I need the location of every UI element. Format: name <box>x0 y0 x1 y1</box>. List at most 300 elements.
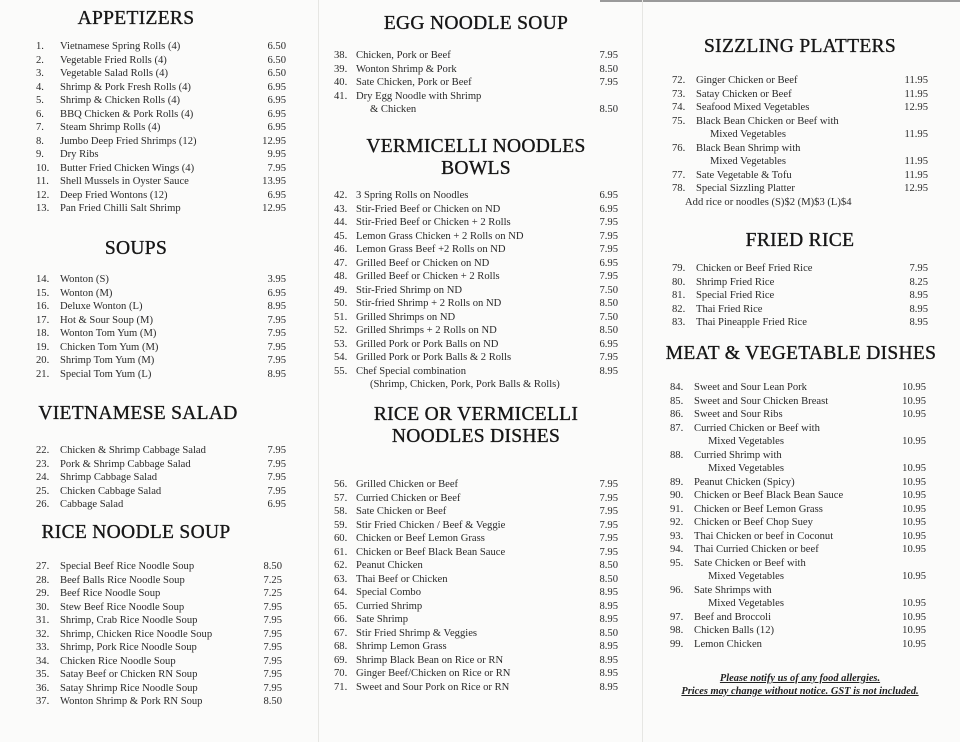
item-price: 9.95 <box>267 149 286 160</box>
menu-item <box>36 368 286 382</box>
item-list <box>36 40 286 216</box>
item-number: 17. <box>36 314 50 326</box>
item-price: 8.50 <box>599 573 618 585</box>
menu-item <box>36 162 286 176</box>
menu-item <box>334 640 618 654</box>
item-number: 25. <box>36 485 50 497</box>
item-number: 15. <box>36 287 50 299</box>
item-name: Thai Pineapple Fried Rice <box>696 317 807 328</box>
section-soups <box>36 238 286 380</box>
item-name: Shrimp, Pork Rice Noodle Soup <box>60 642 197 653</box>
item-name: Sweet and Sour Ribs <box>694 409 783 420</box>
menu-item <box>36 655 282 669</box>
item-number: 21. <box>36 368 50 380</box>
item-price: 10.95 <box>902 409 926 420</box>
item-name: Stew Beef Rice Noodle Soup <box>60 601 185 613</box>
item-number: 92. <box>670 517 684 528</box>
item-name: Shell Mussels in Oyster Sauce <box>60 176 189 187</box>
menu-item <box>36 682 282 696</box>
item-price: 11.95 <box>904 88 928 100</box>
item-name: Sate Shrimp <box>356 614 409 625</box>
item-name: Chicken, Pork or Beef <box>356 50 451 61</box>
item-name: Butter Fried Chicken Wings (4) <box>60 162 195 174</box>
item-price: 8.25 <box>909 276 928 288</box>
item-name: Sweet and Sour Lean Pork <box>694 382 807 393</box>
item-name: Black Bean Shrimp with <box>696 142 801 154</box>
item-number: 60. <box>334 533 348 544</box>
item-number: 49. <box>334 284 348 296</box>
item-name: Special Fried Rice <box>696 290 775 301</box>
item-price: 8.50 <box>599 104 618 115</box>
menu-item <box>36 81 286 95</box>
item-number: 52. <box>334 325 348 336</box>
item-price: 7.95 <box>599 519 618 531</box>
menu-item <box>36 444 286 458</box>
menu-item <box>36 601 282 615</box>
item-name: Mixed Vegetables <box>708 463 785 474</box>
item-name: Shrimp Tom Yum (M) <box>60 355 155 366</box>
item-price: 7.95 <box>599 271 618 282</box>
item-price: 8.50 <box>263 696 282 707</box>
item-name: Vegetable Salad Rolls (4) <box>60 68 168 79</box>
item-name: Lemon Grass Chicken + 2 Rolls on ND <box>356 230 524 242</box>
item-number: 57. <box>334 492 348 504</box>
menu-item <box>36 108 286 122</box>
menu-item-continuation <box>670 597 926 611</box>
item-number: 5. <box>36 95 44 106</box>
menu-item <box>334 505 618 519</box>
menu-item <box>670 530 926 544</box>
add-rice-note: Add rice or noodles (S)$2 (M)$3 (L)$4 <box>685 197 852 208</box>
item-name: Mixed Vegetables <box>708 598 785 609</box>
menu-item <box>36 67 286 81</box>
item-price: 6.50 <box>267 41 286 52</box>
item-name: BBQ Chicken & Pork Rolls (4) <box>60 108 194 120</box>
item-price: 7.95 <box>599 77 618 88</box>
item-list <box>36 273 286 381</box>
item-list <box>672 74 928 196</box>
item-name: Sate Chicken or Beef with <box>694 557 806 569</box>
item-number: 80. <box>672 276 686 288</box>
item-name: Sweet and Sour Chicken Breast <box>694 395 829 407</box>
item-name: Shrimp Fried Rice <box>696 276 775 288</box>
item-list <box>334 478 618 694</box>
item-price: 7.50 <box>599 311 618 323</box>
item-name: Sate Shrimps with <box>694 584 772 596</box>
item-number: 73. <box>672 88 686 100</box>
menu-item <box>334 586 618 600</box>
menu-item <box>672 88 928 102</box>
item-price: 8.95 <box>599 654 618 666</box>
section-title: EGG NOODLE SOUP <box>383 13 569 34</box>
item-name: Thai Chicken or beef in Coconut <box>694 530 834 542</box>
item-number: 89. <box>670 476 684 488</box>
item-price: 3.95 <box>267 274 286 285</box>
menu-item <box>36 135 286 149</box>
menu-column-1 <box>0 0 320 742</box>
item-name: Pan Fried Chilli Salt Shrimp <box>60 203 181 214</box>
menu-item <box>334 338 618 352</box>
item-number: 46. <box>334 244 348 255</box>
item-number: 4. <box>36 81 44 93</box>
item-price: 7.95 <box>267 485 286 497</box>
item-number: 62. <box>334 560 348 571</box>
item-number: 75. <box>672 115 686 127</box>
section-title: RICE OR VERMICELLI <box>373 404 579 425</box>
item-name: Deep Fried Wontons (12) <box>60 189 168 201</box>
menu-item <box>36 458 286 472</box>
menu-item <box>36 327 286 341</box>
item-price: 7.95 <box>599 479 618 490</box>
item-name: Stir-fried Shrimp + 2 Rolls on ND <box>356 298 502 309</box>
menu-item <box>334 76 618 90</box>
item-name: Mixed Vegetables <box>710 156 787 167</box>
item-price: 7.95 <box>267 472 286 483</box>
item-name: Sate Vegetable & Tofu <box>696 169 792 181</box>
item-name: Beef and Broccoli <box>694 611 772 623</box>
item-name: Special Combo <box>356 587 422 598</box>
item-price: 10.95 <box>902 611 926 623</box>
section-egg-noodle-soup <box>334 13 618 115</box>
item-number: 99. <box>670 638 684 650</box>
menu-item <box>334 243 618 257</box>
item-name: Dry Ribs <box>60 149 99 160</box>
item-price: 10.95 <box>902 503 926 515</box>
menu-item <box>334 478 618 492</box>
item-number: 30. <box>36 601 50 613</box>
item-price: 6.95 <box>267 287 286 299</box>
item-name: Chicken or Beef Black Bean Sauce <box>356 546 506 558</box>
item-price: 12.95 <box>262 203 286 214</box>
item-name: Steam Shrimp Rolls (4) <box>60 122 161 133</box>
item-name: Pork & Shrimp Cabbage Salad <box>60 458 191 470</box>
item-price: 11.95 <box>904 156 928 167</box>
item-name: Satay Chicken or Beef <box>696 88 792 100</box>
item-name: Chicken or Beef Fried Rice <box>696 263 813 274</box>
item-price: 7.95 <box>599 352 618 363</box>
item-name: Stir Fried Chicken / Beef & Veggie <box>356 519 506 531</box>
section-title: SIZZLING PLATTERS <box>704 36 896 57</box>
item-name: Curried Shrimp <box>356 600 423 612</box>
menu-item <box>36 614 282 628</box>
item-number: 85. <box>670 395 684 407</box>
item-price: 8.95 <box>599 681 618 693</box>
menu-item <box>334 203 618 217</box>
item-list <box>334 189 618 392</box>
item-name: Deluxe Wonton (L) <box>60 301 143 312</box>
item-price: 7.95 <box>267 162 286 174</box>
item-name: Wonton (S) <box>60 274 109 285</box>
item-price: 7.95 <box>599 50 618 61</box>
item-name: Dry Egg Noodle with Shrimp <box>356 90 482 102</box>
item-name: Ginger Beef/Chicken on Rice or RN <box>356 668 511 679</box>
menu-item <box>36 273 286 287</box>
item-price: 7.50 <box>599 284 618 296</box>
item-price: 7.95 <box>263 601 282 613</box>
item-price: 10.95 <box>902 530 926 542</box>
item-name: Sate Chicken or Beef <box>356 506 447 517</box>
section-fried-rice <box>672 230 928 328</box>
menu-item <box>334 284 618 298</box>
item-number: 41. <box>334 90 348 102</box>
section-vietnamese-salad <box>36 403 286 510</box>
item-price: 7.95 <box>263 642 282 653</box>
item-price: 7.25 <box>263 574 282 586</box>
item-price: 8.95 <box>599 600 618 612</box>
menu-item <box>334 63 618 77</box>
menu-item <box>36 695 282 709</box>
item-number: 66. <box>334 614 348 625</box>
item-number: 6. <box>36 108 44 120</box>
section-title: MEAT & VEGETABLE DISHES <box>665 343 937 364</box>
item-name: Grilled Pork or Pork Balls on ND <box>356 338 499 350</box>
item-name: Chicken Tom Yum (M) <box>60 341 159 353</box>
menu-item <box>334 49 618 63</box>
item-name: Hot & Sour Soup (M) <box>60 314 153 326</box>
menu-item <box>36 668 282 682</box>
item-price: 12.95 <box>904 183 928 194</box>
menu-item <box>36 587 282 601</box>
menu-item <box>672 316 928 330</box>
menu-item-continuation <box>672 155 928 169</box>
item-list <box>670 381 926 651</box>
item-price: 6.95 <box>267 108 286 120</box>
item-number: 51. <box>334 311 348 323</box>
item-price: 8.95 <box>267 301 286 312</box>
item-number: 70. <box>334 668 348 679</box>
menu-item <box>672 74 928 88</box>
menu-item <box>36 121 286 135</box>
item-price: 6.50 <box>267 68 286 79</box>
menu-item <box>36 560 282 574</box>
item-number: 84. <box>670 382 684 393</box>
menu-item <box>670 584 926 598</box>
item-number: 20. <box>36 355 50 366</box>
item-name: Shrimp, Crab Rice Noodle Soup <box>60 615 198 626</box>
menu-item <box>334 270 618 284</box>
menu-item-continuation <box>334 378 618 392</box>
item-price: 6.95 <box>267 81 286 93</box>
item-number: 54. <box>334 352 348 363</box>
menu-item <box>36 628 282 642</box>
item-number: 56. <box>334 479 348 490</box>
menu-item-continuation <box>334 103 618 117</box>
item-name: Vietnamese Spring Rolls (4) <box>60 41 181 52</box>
item-price: 13.95 <box>262 176 286 187</box>
item-price: 7.95 <box>909 263 928 274</box>
menu-item-continuation <box>670 462 926 476</box>
section-sizzling-platters <box>672 36 928 208</box>
item-price: 10.95 <box>902 571 926 582</box>
item-name: Special Beef Rice Noodle Soup <box>60 561 195 572</box>
allergy-notice <box>660 673 940 698</box>
item-price: 6.95 <box>599 203 618 215</box>
item-number: 27. <box>36 561 50 572</box>
menu-item <box>672 276 928 290</box>
item-price: 8.50 <box>263 561 282 572</box>
item-name: Thai Fried Rice <box>696 303 763 315</box>
item-number: 69. <box>334 654 348 666</box>
item-price: 7.95 <box>263 669 282 680</box>
menu-item <box>334 297 618 311</box>
item-price: 10.95 <box>902 598 926 609</box>
item-list <box>334 49 618 117</box>
menu-item <box>334 600 618 614</box>
item-number: 45. <box>334 230 348 242</box>
item-price: 7.95 <box>267 328 286 339</box>
item-number: 22. <box>36 445 50 456</box>
menu-item <box>334 90 618 104</box>
item-name: Wonton (M) <box>60 287 113 299</box>
item-name: Mixed Vegetables <box>708 571 785 582</box>
section-appetizers <box>36 8 286 214</box>
item-price: 8.95 <box>909 317 928 328</box>
item-price: 11.95 <box>904 129 928 140</box>
item-number: 18. <box>36 328 50 339</box>
item-name: Stir-Fried Beef or Chicken + 2 Rolls <box>356 217 511 228</box>
item-name: Chicken Balls (12) <box>694 625 775 636</box>
item-number: 32. <box>36 628 50 640</box>
item-number: 35. <box>36 669 50 680</box>
section-rice-noodle-soup <box>36 522 282 707</box>
item-name: Curried Shrimp with <box>694 449 782 461</box>
item-number: 91. <box>670 503 684 515</box>
menu-item <box>36 300 286 314</box>
section-title: VERMICELLI NOODLES <box>366 136 586 157</box>
item-price: 8.95 <box>909 303 928 315</box>
item-list <box>36 560 282 709</box>
item-name: Lemon Grass Beef +2 Rolls on ND <box>356 244 506 255</box>
item-number: 38. <box>334 50 348 61</box>
item-price: 10.95 <box>902 544 926 555</box>
item-name: Chicken & Shrimp Cabbage Salad <box>60 445 206 456</box>
item-number: 65. <box>334 600 348 612</box>
menu-item <box>334 573 618 587</box>
menu-column-2 <box>320 0 640 742</box>
menu-item <box>36 485 286 499</box>
item-number: 61. <box>334 546 348 558</box>
item-number: 34. <box>36 655 50 667</box>
item-name: Special Tom Yum (L) <box>60 368 152 380</box>
item-price: 12.95 <box>262 135 286 147</box>
item-number: 29. <box>36 588 50 599</box>
item-number: 14. <box>36 274 50 285</box>
menu-item <box>672 101 928 115</box>
item-number: 36. <box>36 682 50 694</box>
item-number: 72. <box>672 75 686 86</box>
item-number: 59. <box>334 519 348 531</box>
item-price: 10.95 <box>902 490 926 501</box>
menu-item <box>36 498 286 512</box>
item-price: 6.95 <box>267 499 286 510</box>
item-price: 6.50 <box>267 54 286 66</box>
item-name: Stir-Fried Beef or Chicken on ND <box>356 203 501 215</box>
menu-item <box>670 638 926 652</box>
item-name: Chicken Rice Noodle Soup <box>60 655 176 667</box>
menu-item <box>334 257 618 271</box>
item-price: 11.95 <box>904 169 928 181</box>
menu-item <box>36 641 282 655</box>
item-number: 2. <box>36 54 44 66</box>
item-name: Thai Beef or Chicken <box>356 573 448 585</box>
item-price: 7.95 <box>263 655 282 667</box>
menu-item <box>670 489 926 503</box>
item-price: 6.95 <box>267 189 286 201</box>
item-price: 7.95 <box>263 628 282 640</box>
item-name: Chicken or Beef Lemon Grass <box>694 503 823 515</box>
item-name: Mixed Vegetables <box>708 436 785 447</box>
item-name: Vegetable Fried Rolls (4) <box>60 54 167 66</box>
item-name: Peanut Chicken <box>356 560 423 571</box>
section-title-line2: NOODLES DISHES <box>391 426 561 447</box>
item-number: 43. <box>334 203 348 215</box>
item-price: 10.95 <box>902 463 926 474</box>
item-number: 76. <box>672 142 686 154</box>
item-name: Grilled Beef or Chicken + 2 Rolls <box>356 271 500 282</box>
item-name: Chicken or Beef Chop Suey <box>694 517 813 528</box>
menu-item <box>334 654 618 668</box>
item-number: 19. <box>36 341 50 353</box>
item-name: Shrimp, Chicken Rice Noodle Soup <box>60 628 213 640</box>
menu-item-continuation <box>670 435 926 449</box>
item-number: 11. <box>36 176 49 187</box>
item-number: 13. <box>36 203 50 214</box>
menu-item <box>334 189 618 203</box>
menu-item <box>670 381 926 395</box>
item-name: Curried Chicken or Beef with <box>694 422 820 434</box>
section-title: FRIED RICE <box>745 230 855 251</box>
item-name: Shrimp Black Bean on Rice or RN <box>356 654 504 666</box>
item-name: Peanut Chicken (Spicy) <box>694 476 795 488</box>
item-number: 95. <box>670 557 684 569</box>
item-number: 37. <box>36 696 50 707</box>
item-price: 7.95 <box>267 314 286 326</box>
item-number: 58. <box>334 506 348 517</box>
menu-item <box>36 189 286 203</box>
item-price: 8.50 <box>599 560 618 571</box>
item-name: Chicken Cabbage Salad <box>60 485 162 497</box>
item-name: Lemon Chicken <box>694 638 762 650</box>
item-number: 68. <box>334 641 348 652</box>
item-price: 7.95 <box>599 506 618 517</box>
item-price: 11.95 <box>904 75 928 86</box>
menu-item <box>670 503 926 517</box>
item-price: 8.95 <box>599 641 618 652</box>
menu-item <box>36 287 286 301</box>
menu-column-3 <box>640 0 960 742</box>
menu-item <box>672 182 928 196</box>
item-number: 44. <box>334 217 348 228</box>
section-title: RICE NOODLE SOUP <box>41 522 231 543</box>
item-name: Satay Shrimp Rice Noodle Soup <box>60 682 198 694</box>
item-number: 40. <box>334 77 348 88</box>
menu-item <box>36 202 286 216</box>
item-number: 48. <box>334 271 348 282</box>
item-name: Chicken or Beef Black Bean Sauce <box>694 490 844 501</box>
item-name: Shrimp & Pork Fresh Rolls (4) <box>60 81 191 93</box>
item-price: 7.95 <box>599 492 618 504</box>
menu-item <box>36 354 286 368</box>
menu-item <box>334 559 618 573</box>
item-name: Beef Balls Rice Noodle Soup <box>60 574 185 586</box>
item-name: Stir Fried Shrimp & Veggies <box>356 627 478 639</box>
item-price: 7.95 <box>267 445 286 456</box>
item-price: 8.50 <box>599 627 618 639</box>
item-name: Cabbage Salad <box>60 499 124 510</box>
item-number: 98. <box>670 625 684 636</box>
item-name: Satay Beef or Chicken RN Soup <box>60 669 198 680</box>
item-number: 63. <box>334 573 348 585</box>
